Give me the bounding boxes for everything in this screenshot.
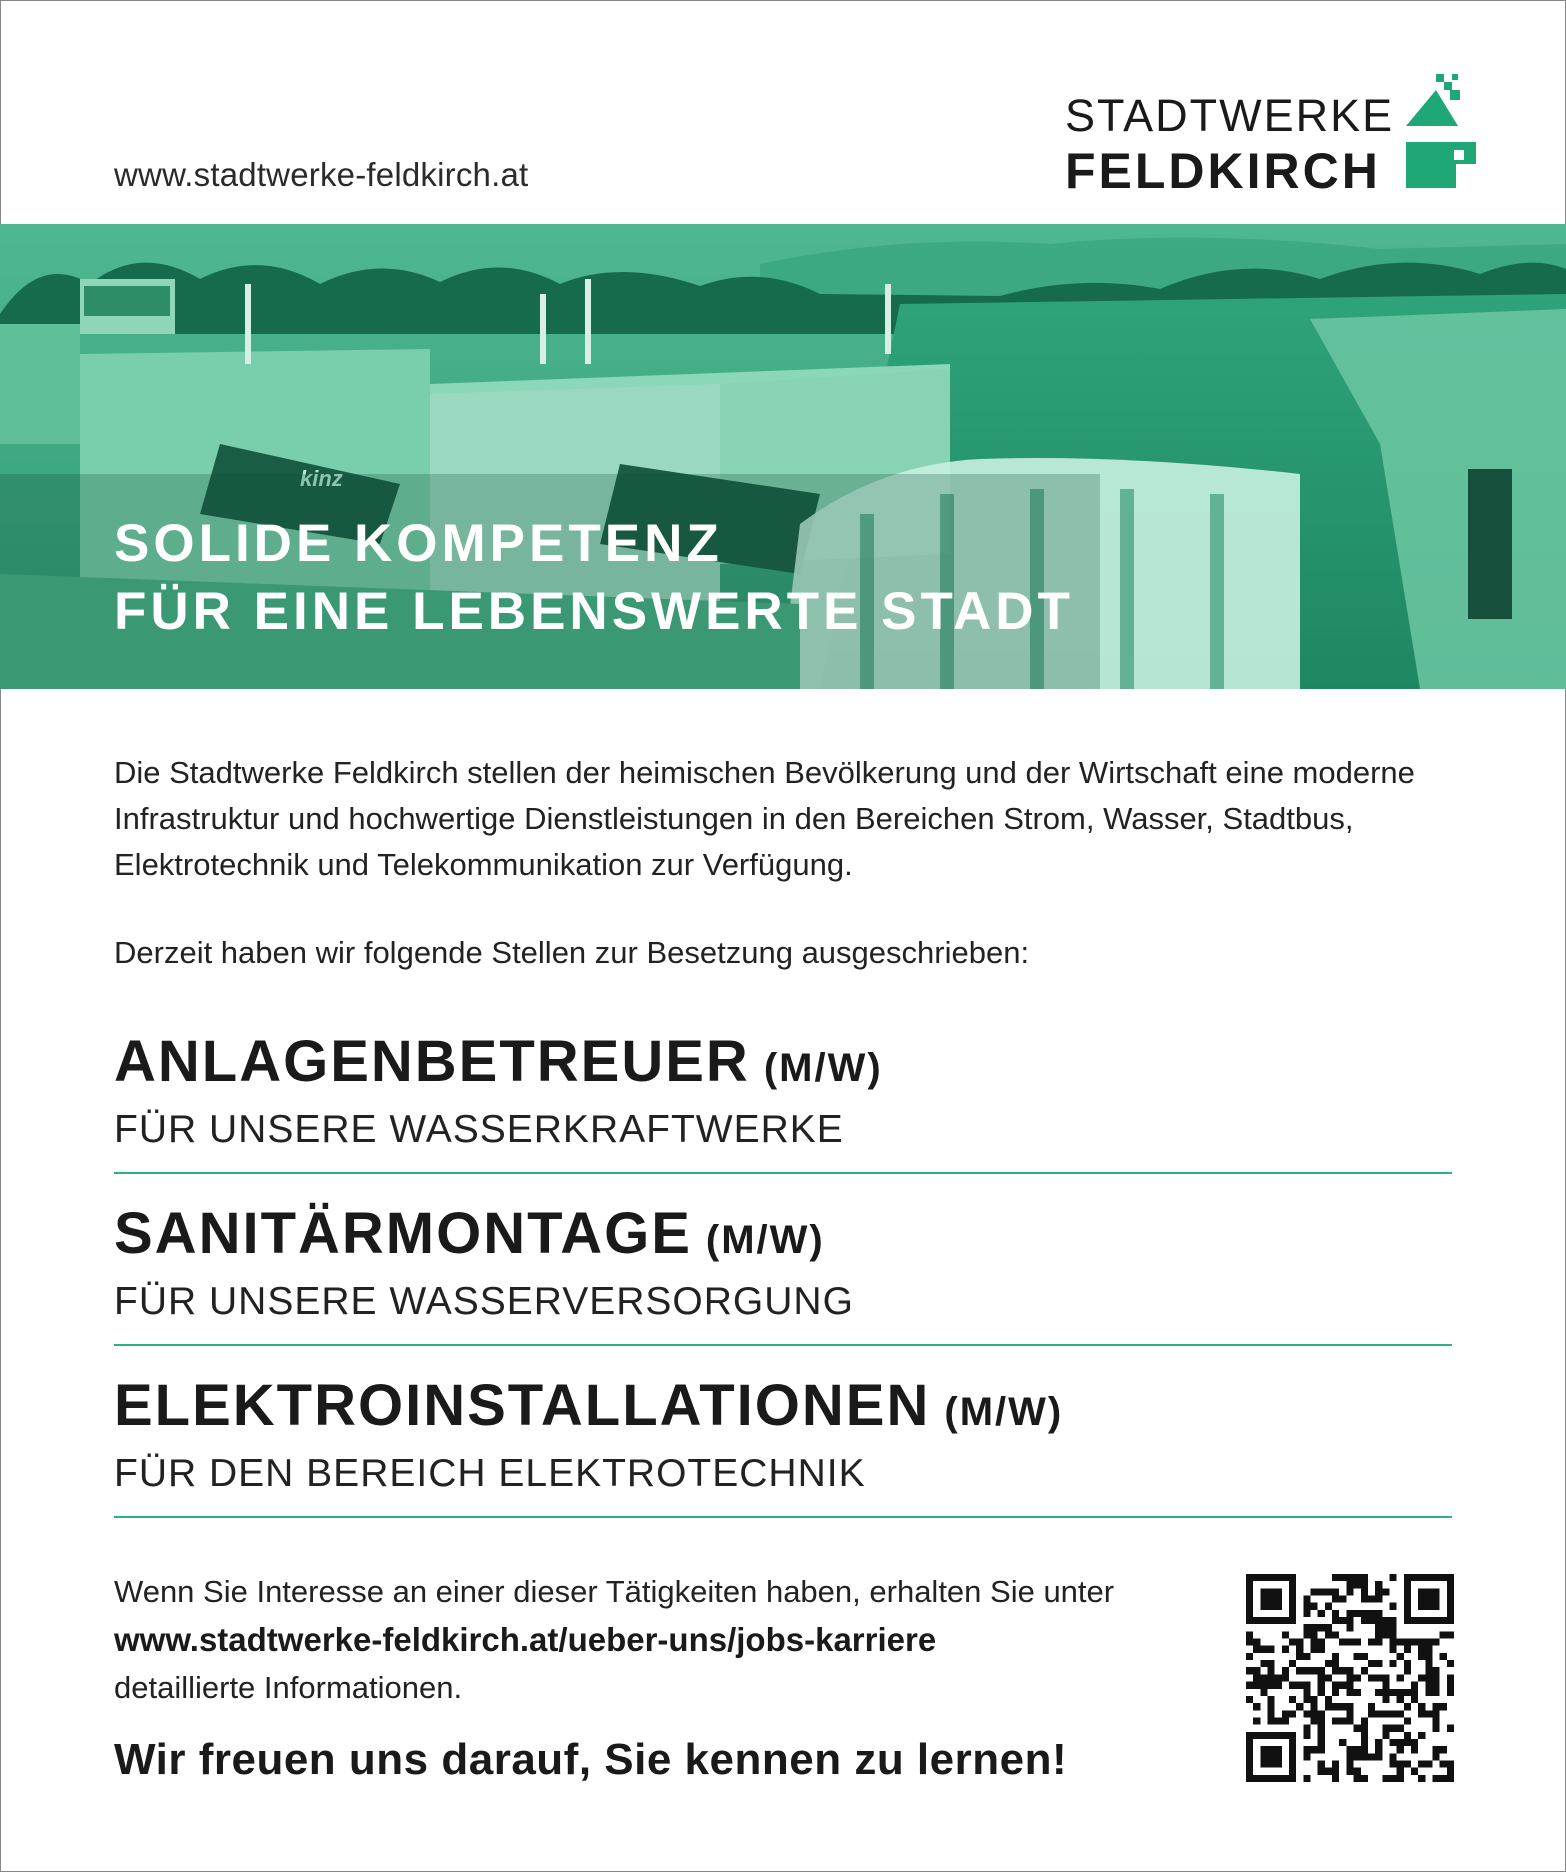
- job-title: [114, 1372, 1452, 1446]
- jobs-lead-text: Derzeit haben wir folgende Stellen zur Besetzung ausgeschrieben:: [114, 935, 1030, 970]
- intro-paragraph: Die Stadtwerke Feldkirch stellen der heimischen Bevölkerung und der Wirtschaft eine moderne Infrastruktur und hochwertige Dienstleistungen in den Bereichen Strom, Wasser, Stadtbus, Elektrotechnik und Telekommunikation zur Verfügung.: [114, 755, 1415, 882]
- footer-info: [114, 1568, 1194, 1712]
- gate-label-text: kinz: [300, 466, 343, 491]
- job-subtitle: FÜR DEN BEREICH ELEKTROTECHNIK: [114, 1452, 866, 1495]
- job-title-suffix: (M/W): [763, 1046, 883, 1090]
- job-title-text: ANLAGENBETREUER: [114, 1029, 750, 1094]
- job-listing: [114, 1028, 1452, 1174]
- careers-link[interactable]: www.stadtwerke-feldkirch.at/ueber-uns/jobs-karriere: [114, 1621, 937, 1658]
- job-title-text: ELEKTROINSTALLATIONEN: [114, 1373, 931, 1438]
- job-title-suffix: (M/W): [944, 1390, 1064, 1434]
- logo-text-feldkirch: FELDKIRCH: [1065, 143, 1381, 199]
- job-listing: [114, 1200, 1452, 1346]
- hero-headline-line2: FÜR EINE LEBENSWERTE STADT: [114, 582, 1074, 641]
- hero-headline-line1: SOLIDE KOMPETENZ: [114, 514, 723, 573]
- hero-headline: [114, 510, 1074, 646]
- closing-statement: Wir freuen uns darauf, Sie kennen zu lernen!: [114, 1735, 1068, 1784]
- job-title: [114, 1028, 1452, 1102]
- logo-text-stadtwerke: STADTWERKE: [1065, 90, 1395, 141]
- job-subtitle: FÜR UNSERE WASSERKRAFTWERKE: [114, 1108, 844, 1151]
- job-listing: [114, 1372, 1452, 1518]
- job-title-suffix: (M/W): [705, 1218, 825, 1262]
- qr-code-icon[interactable]: [1246, 1574, 1454, 1782]
- job-title: [114, 1200, 1452, 1274]
- job-title-text: SANITÄRMONTAGE: [114, 1201, 692, 1266]
- header-website-url[interactable]: www.stadtwerke-feldkirch.at: [114, 156, 529, 193]
- footer-line3: detaillierte Informationen.: [114, 1670, 463, 1705]
- job-subtitle: FÜR UNSERE WASSERVERSORGUNG: [114, 1280, 854, 1323]
- footer-line1: Wenn Sie Interesse an einer dieser Tätigkeiten haben, erhalten Sie unter: [114, 1574, 1115, 1609]
- stadtwerke-logo-icon: [1400, 70, 1480, 195]
- company-logo: [1060, 70, 1480, 200]
